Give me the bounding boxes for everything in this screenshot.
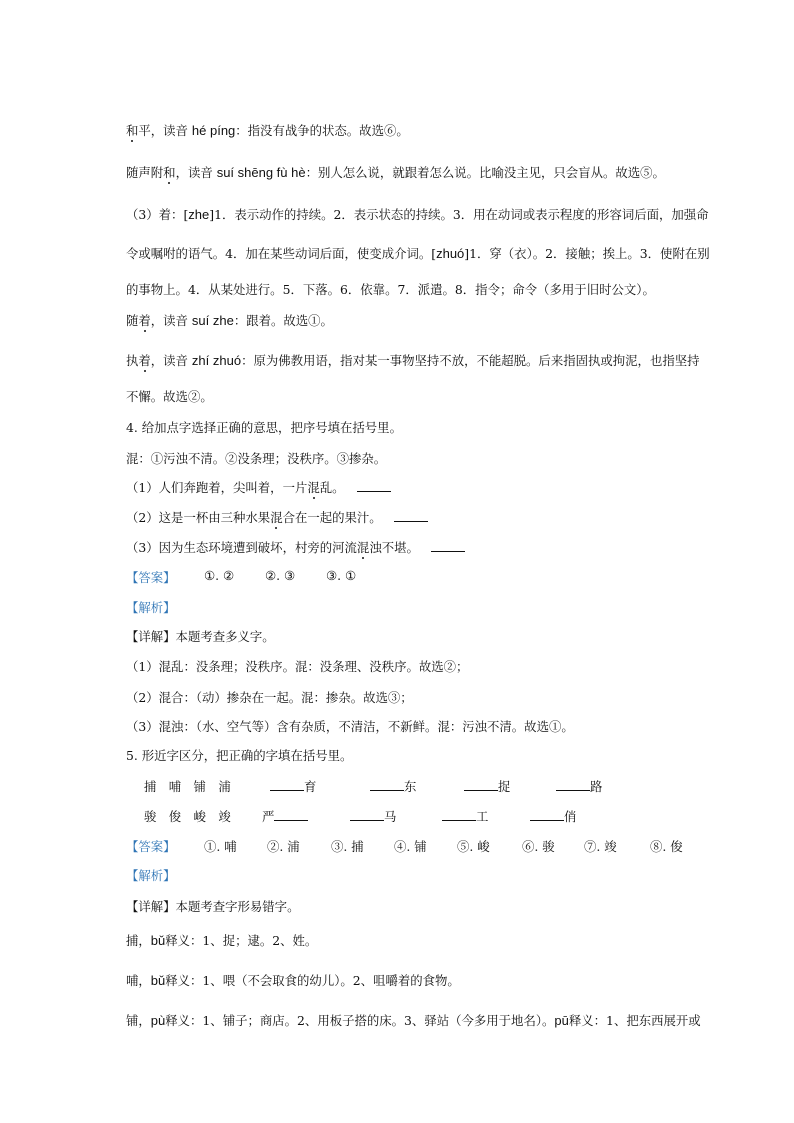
pinyin: suí shēng fù hè <box>216 165 306 180</box>
question-4-title: 4. 给加点字选择正确的意思，把序号填在括号里。 <box>126 420 402 435</box>
fill-slot: 马 <box>350 807 396 825</box>
fill-slot: 育 <box>270 777 316 795</box>
fill-slot: 严 <box>262 807 308 825</box>
question-5-row-1-chars: 捕 哺 铺 浦 <box>144 779 231 794</box>
question-5-detail: 【详解】本题考查字形易错字。 <box>126 899 300 914</box>
fill-slot: 俏 <box>530 807 576 825</box>
line-zhi-zhuo-cont: 不懈。故选②。 <box>126 389 213 404</box>
pinyin: pù <box>150 1013 166 1028</box>
question-4-detail-3: （3）混浊：（水、空气等）含有杂质，不清洁，不新鲜。混：污浊不清。故选①。 <box>126 719 574 734</box>
dotted-char: 着 <box>138 353 151 368</box>
dotted-char: 混 <box>307 480 320 495</box>
pinyin: bǔ <box>150 933 166 948</box>
line-sui-sheng-fu-he: 随声附和，读音 suí shēng fù hè：别人怎么说，就跟着怎么说。比喻没主见，只会盲从。故选⑤。 <box>126 165 665 180</box>
question-4-item-1: （1）人们奔跑着，尖叫着，一片混乱。 <box>126 478 391 496</box>
entry-pu-shop: 铺，pù释义：1、铺子；商店。2、用板子搭的床。3、驿站（今多用于地名）。pū释义：1、把东西展开或 <box>126 1013 701 1028</box>
answer-blank[interactable] <box>357 479 391 492</box>
fill-slot: 路 <box>556 777 602 795</box>
answer-label: 【答案】 <box>126 839 176 854</box>
answer-blank[interactable] <box>464 778 498 791</box>
answer-item: ⑥. 骏 <box>522 839 555 854</box>
question-4-meanings: 混：①污浊不清。②没条理；没秩序。③掺杂。 <box>126 451 387 466</box>
fill-slot: 工 <box>442 807 488 825</box>
answer-item: ①. 哺 <box>204 839 237 854</box>
dotted-char: 混 <box>356 540 370 555</box>
question-4-item-2: （2）这是一杯由三种水果混合在一起的果汁。 <box>126 508 428 526</box>
dotted-char: 混 <box>270 510 283 525</box>
question-5-row-2-chars: 骏 俊 峻 竣 <box>144 809 231 824</box>
answer-item: ⑦. 竣 <box>584 839 617 854</box>
dotted-char: 和 <box>163 165 176 180</box>
dotted-char: 和 <box>126 123 139 138</box>
answer-blank[interactable] <box>270 778 304 791</box>
entry-bu-catch: 捕，bǔ释义：1、捉；逮。2、姓。 <box>126 933 318 948</box>
pinyin: hé píng <box>191 123 236 138</box>
answer-item: ④. 铺 <box>394 839 427 854</box>
answer-label: 【答案】 <box>126 570 176 585</box>
pinyin: bǔ <box>150 973 166 988</box>
question-4-detail: 【详解】本题考查多义字。 <box>126 629 275 644</box>
fill-slot: 捉 <box>464 777 510 795</box>
question-5-title: 5. 形近字区分，把正确的字填在括号里。 <box>126 748 353 763</box>
answer-blank[interactable] <box>556 778 590 791</box>
line-zhe-definition-1: （3）着：[zhe]1．表示动作的持续。2．表示状态的持续。3．用在动词或表示程度的形容词后面，加强命 <box>126 207 709 222</box>
pinyin: pū <box>554 1013 569 1028</box>
answer-item: ⑤. 峻 <box>457 839 490 854</box>
answer-blank[interactable] <box>370 778 404 791</box>
pinyin: zhe <box>188 207 210 222</box>
question-4-item-3: （3）因为生态环境遭到破坏，村旁的河流混浊不堪。 <box>126 538 465 556</box>
pinyin: zhuó <box>436 246 465 261</box>
answer-blank[interactable] <box>274 808 308 821</box>
fill-slot: 东 <box>370 777 416 795</box>
line-sui-zhe: 随着，读音 suí zhe：跟着。故选①。 <box>126 313 333 328</box>
line-zhe-definition-2: 令或嘱咐的语气。4．加在某些动词后面，使变成介词。[zhuó]1．穿（衣）。2．接触；挨上。3．使附在别 <box>126 246 710 261</box>
answer-item: ⑧. 俊 <box>650 839 683 854</box>
answer-blank[interactable] <box>394 509 428 522</box>
entry-bu-feed: 哺，bǔ释义：1、喂（不会取食的幼儿）。2、咀嚼着的食物。 <box>126 973 460 988</box>
line-zhe-definition-3: 的事物上。4．从某处进行。5．下落。6．依靠。7．派遣。8．指令；命令（多用于旧时公文）。 <box>126 282 655 297</box>
answer-item: ③. 捕 <box>331 839 364 854</box>
pinyin: zhí zhuó <box>191 353 242 368</box>
line-zhi-zhuo: 执着，读音 zhí zhuó：原为佛教用语，指对某一事物坚持不放，不能超脱。后来指固执或拘泥，也指坚持 <box>126 353 700 368</box>
answer-blank[interactable] <box>431 539 465 552</box>
question-4-detail-2: （2）混合：（动）掺杂在一起。混：掺杂。故选③； <box>126 690 413 705</box>
dotted-char: 着 <box>138 313 151 328</box>
answer-item: ②. 浦 <box>267 839 300 854</box>
question-5-analysis-label: 【解析】 <box>126 868 176 883</box>
question-5-answer <box>126 837 683 855</box>
line-he-ping: 和平，读音 hé píng：指没有战争的状态。故选⑥。 <box>126 123 409 138</box>
answer-blank[interactable] <box>530 808 564 821</box>
question-4-analysis-label: 【解析】 <box>126 600 176 615</box>
pinyin: suí zhe <box>191 313 234 328</box>
answer-blank[interactable] <box>350 808 384 821</box>
answer-blank[interactable] <box>442 808 476 821</box>
answer-item: ③. ① <box>326 568 357 583</box>
question-4-answer <box>126 568 357 586</box>
question-4-detail-1: （1）混乱：没条理；没秩序。混：没条理、没秩序。故选②； <box>126 659 469 674</box>
answer-item: ②. ③ <box>265 568 296 583</box>
answer-item: ①. ② <box>204 568 235 583</box>
